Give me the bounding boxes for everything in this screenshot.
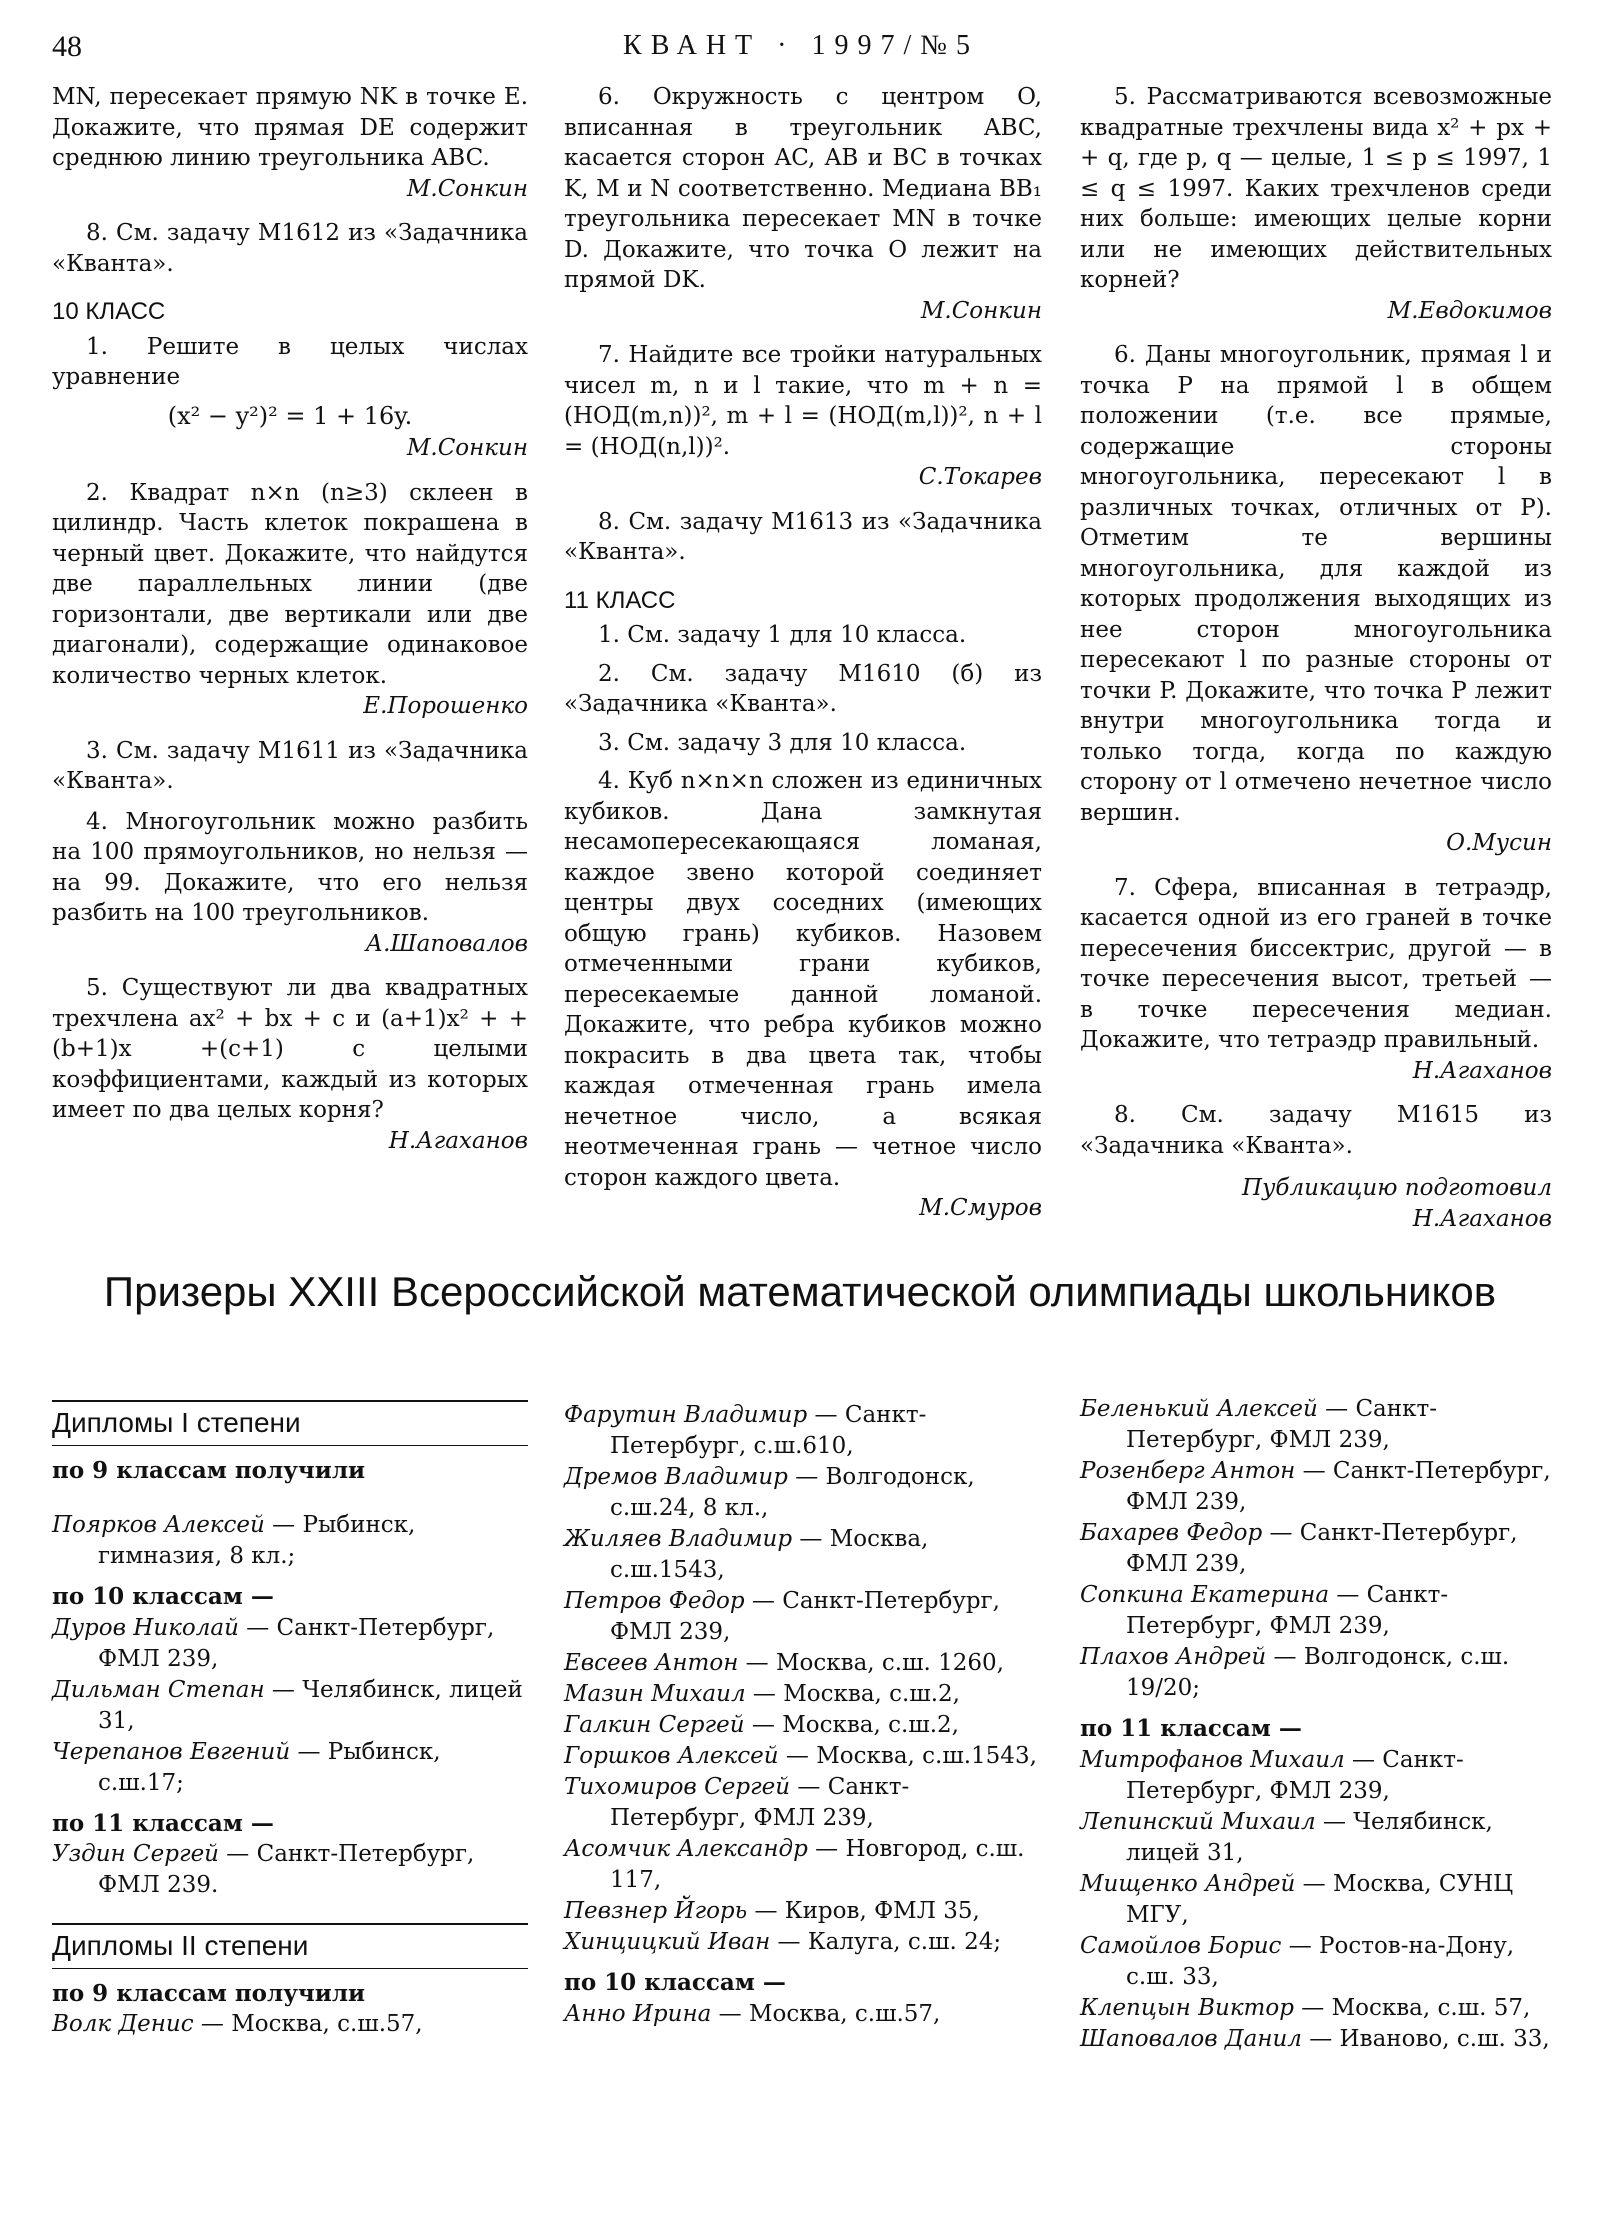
winner-name: Петров Федор bbox=[564, 1588, 745, 1614]
winner-name: Беленький Алексей bbox=[1080, 1396, 1318, 1422]
problem-text: 3. См. задачу М1611 из «Задачника «Кванта». bbox=[52, 737, 528, 794]
winner-entry bbox=[564, 1896, 1042, 1927]
winners-column-2 bbox=[564, 1400, 1042, 2030]
winner-location: — Москва, с.ш.2, bbox=[745, 1681, 960, 1707]
winner-entry bbox=[1080, 1807, 1552, 1869]
winner-location: — Санкт-Петербург, ФМЛ 239, bbox=[1126, 1582, 1449, 1639]
winner-entry bbox=[564, 1679, 1042, 1710]
problem-author: М.Евдокимов bbox=[1387, 297, 1552, 324]
problem-author: М.Сонкин bbox=[406, 175, 528, 202]
winner-name: Фарутин Владимир bbox=[564, 1402, 808, 1428]
page-header bbox=[52, 30, 1550, 70]
winner-name: Шаповалов Данил bbox=[1080, 2025, 1302, 2052]
problem-text: MN, пересекает прямую NK в точке E. Докажите, что прямая DE содержит среднюю линию треугольника ABC. bbox=[52, 84, 528, 171]
problem-text: 6. Окружность с центром O, вписанная в треугольник ABC, касается сторон AC, AB и BC в точках K, M и N соответственно. Медиана BB₁ треугольника пересекает MN в точке D. Докажите, что точка O лежит на прямой DK. bbox=[564, 84, 1042, 293]
problem-text: 4. Куб n×n×n сложен из единичных кубиков. Дана замкнутая несамопересекающаяся ломаная, каждое звено которой соединяет центры двух соседних (имеющих общую грань) кубиков. Назовем отмеченными грани кубиков, пересекаемые данной ломаной. Докажите, что ребра кубиков можно покрасить в два цвета так, чтобы каждая отмеченная грань имела нечетное число, а всякая неотмеченная грань — четное число сторон каждого цвета. bbox=[564, 768, 1042, 1191]
winners-column-3 bbox=[1080, 1394, 1552, 2055]
winner-location: — Волгодонск, с.ш.24, 8 кл., bbox=[610, 1464, 975, 1521]
group-heading: по 9 классам получили bbox=[52, 1456, 366, 1484]
problem-text: 3. См. задачу 3 для 10 класса. bbox=[598, 729, 967, 756]
winner-location: — Москва, с.ш. 1260, bbox=[738, 1650, 1004, 1676]
winner-entry bbox=[1080, 1993, 1552, 2024]
winner-name: Мищенко Андрей bbox=[1080, 1870, 1296, 1897]
problem-author: Н.Агаханов bbox=[1412, 1057, 1552, 1084]
winner-entry: Поярков Алексей — Рыбинск, гимназия, 8 кл.; bbox=[52, 1512, 416, 1569]
group-heading: по 11 классам — bbox=[52, 1809, 274, 1837]
credit-name: Н.Агаханов bbox=[1412, 1205, 1552, 1232]
winner-location: — Москва, с.ш.1543, bbox=[778, 1743, 1037, 1769]
winner-location: — Иваново, с.ш. 33, bbox=[1301, 2025, 1550, 2052]
problem-text: 4. Многоугольник можно разбить на 100 прямоугольников, но нельзя — на 99. Докажите, что его нельзя разбить на 100 треугольников. bbox=[52, 808, 528, 926]
winner-entry bbox=[1080, 1394, 1552, 1456]
problems-column-2 bbox=[564, 82, 1042, 1238]
winner-name: Галкин Сергей bbox=[564, 1712, 745, 1738]
winner-entry: Волк Денис — Москва, с.ш.57, bbox=[52, 2011, 423, 2037]
winner-name: Тихомиров Сергей bbox=[564, 1774, 791, 1800]
winner-entry bbox=[564, 1772, 1042, 1834]
winner-list bbox=[1080, 1394, 1552, 1704]
winner-location: — Ростов-на-Дону, с.ш. 33, bbox=[1126, 1932, 1515, 1990]
winner-entry bbox=[564, 1400, 1042, 1462]
winner-name: Митрофанов Михаил bbox=[1080, 1746, 1345, 1773]
winner-location: — Санкт-Петербург, ФМЛ 239, bbox=[1126, 1520, 1518, 1577]
winner-location: — Санкт-Петербург, ФМЛ 239, bbox=[610, 1774, 910, 1831]
diploma-heading: Дипломы II степени bbox=[52, 1931, 528, 1969]
winner-list bbox=[1080, 1745, 1552, 2055]
winner-location: — Москва, с.ш.1543, bbox=[610, 1526, 929, 1583]
credit-line: Публикацию подготовил bbox=[1242, 1175, 1552, 1201]
journal-title: КВАНТ · 1997/№5 bbox=[623, 30, 979, 61]
problem-author: Е.Порошенко bbox=[363, 693, 528, 719]
divider bbox=[52, 1400, 528, 1402]
problem-author: М.Сонкин bbox=[406, 435, 528, 461]
winner-location: — Калуга, с.ш. 24; bbox=[770, 1929, 1002, 1955]
winner-entry bbox=[1080, 1518, 1552, 1580]
problem-author: С.Токарев bbox=[918, 464, 1042, 490]
winner-entry bbox=[564, 1462, 1042, 1524]
problem-author: О.Мусин bbox=[1446, 830, 1552, 856]
winner-name: Розенберг Антон bbox=[1080, 1458, 1296, 1484]
winner-location: — Санкт-Петербург, ФМЛ 239, bbox=[1126, 1746, 1464, 1804]
winner-entry bbox=[1080, 1745, 1552, 1807]
winners-column-1 bbox=[52, 1400, 528, 2040]
winner-entry bbox=[1080, 2024, 1552, 2055]
winner-location: — Москва, с.ш.2, bbox=[744, 1712, 959, 1738]
winner-location: — Санкт-Петербург, ФМЛ 239, bbox=[610, 1588, 1000, 1645]
divider bbox=[52, 1923, 528, 1925]
winner-entry: Дильман Степан — Челябинск, лицей 31, bbox=[52, 1676, 523, 1734]
winner-entry bbox=[564, 1710, 1042, 1741]
diploma-heading: Дипломы I степени bbox=[52, 1408, 528, 1446]
winner-name: Лепинский Михаил bbox=[1080, 1808, 1316, 1835]
problem-text: 2. Квадрат n×n (n≥3) склеен в цилиндр. Часть клеток покрашена в черный цвет. Докажите, что найдутся две параллельных линии (две горизонтали, две вертикали или две диагонали), содержащие одинаковое количество черных клеток. bbox=[52, 479, 528, 689]
winner-entry bbox=[1080, 1642, 1552, 1704]
winner-name: Жиляев Владимир bbox=[564, 1526, 793, 1552]
problem-author: М.Смуров bbox=[919, 1195, 1042, 1221]
winner-name: Клепцын Виктор bbox=[1080, 1994, 1294, 2021]
winner-location: — Новгород, с.ш. 117, bbox=[610, 1836, 1025, 1893]
winner-name: Плахов Андрей bbox=[1080, 1644, 1267, 1670]
section-heading: 11 КЛАСС bbox=[564, 586, 676, 614]
prize-winners-title: Призеры XXIII Всероссийской математической олимпиады школьников bbox=[103, 1268, 1497, 1315]
group-heading: по 10 классам — bbox=[52, 1583, 274, 1610]
problem-text: 8. См. задачу М1615 из «Задачника «Кванта». bbox=[1080, 1102, 1552, 1159]
winner-name: Дремов Владимир bbox=[564, 1464, 788, 1490]
problem-author: М.Сонкин bbox=[920, 297, 1042, 324]
problem-text: 5. Рассматриваются всевозможные квадратные трехчлены вида x² + px + + q, где p, q — целые, 1 ≤ p ≤ 1997, 1 ≤ q ≤ 1997. Каких трехчленов среди них больше: имеющих целые корни или не имеющих действительных корней? bbox=[1080, 84, 1552, 293]
winner-name: Горшков Алексей bbox=[564, 1743, 779, 1769]
winner-entry: Уздин Сергей — Санкт-Петербург, ФМЛ 239. bbox=[52, 1841, 475, 1898]
problem-text: 2. См. задачу М1610 (б) из «Задачника «Кванта». bbox=[564, 660, 1042, 717]
winner-name: Бахарев Федор bbox=[1080, 1520, 1263, 1546]
problem-text: 8. См. задачу М1613 из «Задачника «Кванта». bbox=[564, 508, 1042, 565]
winner-entry bbox=[564, 1524, 1042, 1586]
winner-name: Асомчик Александр bbox=[564, 1836, 808, 1862]
winner-location: — Санкт-Петербург, ФМЛ 239, bbox=[1126, 1396, 1437, 1453]
winner-name: Певзнер Йгорь bbox=[564, 1898, 748, 1924]
winner-entry bbox=[564, 1927, 1042, 1958]
winner-entry bbox=[564, 1834, 1042, 1896]
problem-text: 6. Даны многоугольник, прямая l и точка P на прямой l в общем положении (т.е. все прямые, содержащие стороны многоугольника, пересекают l в различных точках, отличных от P). Отметим те вершины многоугольника, для каждой из которых продолжения выходящих из нее сторон многоугольника пересекают l по разные стороны от точки P. Докажите, что точка P лежит внутри многоугольника тогда и только тогда, когда по каждую сторону от l отмечено нечетное число вершин. bbox=[1080, 342, 1552, 826]
winner-location: — Челябинск, лицей 31, bbox=[1126, 1808, 1493, 1866]
problem-author: А.Шаповалов bbox=[365, 930, 528, 957]
winner-location: — Волгодонск, с.ш. 19/20; bbox=[1126, 1644, 1510, 1701]
group-heading: по 9 классам получили bbox=[52, 1979, 366, 2007]
problem-text: 7. Сфера, вписанная в тетраэдр, касается одной из его граней в точке пересечения биссектрис, другой — в точке пересечения высот, третьей — в точке пересечения медиан. Докажите, что тетраэдр правильный. bbox=[1080, 874, 1552, 1053]
winner-location: — Санкт-Петербург, ФМЛ 239, bbox=[1126, 1458, 1551, 1515]
problem-text: 7. Найдите все тройки натуральных чисел m, n и l такие, что m + n = (НОД(m,n))², m + l = (НОД(m,l))², n + l = (НОД(n,l))². bbox=[564, 342, 1042, 460]
problems-column-3 bbox=[1080, 82, 1552, 1248]
page-number: 48 bbox=[52, 30, 82, 63]
winner-location: — Киров, ФМЛ 35, bbox=[747, 1898, 980, 1924]
problem-text: 1. См. задачу 1 для 10 класса. bbox=[598, 622, 967, 648]
group-heading: по 11 классам — bbox=[1080, 1715, 1302, 1742]
winner-name: Евсеев Антон bbox=[564, 1650, 739, 1676]
winner-name: Сопкина Екатерина bbox=[1080, 1582, 1330, 1608]
equation: (x² − y²)² = 1 + 16y. bbox=[167, 401, 413, 430]
winner-entry bbox=[564, 1586, 1042, 1648]
winner-name: Самойлов Борис bbox=[1080, 1932, 1282, 1959]
winner-entry bbox=[1080, 1931, 1552, 1993]
problem-author: Н.Агаханов bbox=[388, 1127, 528, 1154]
winner-location: — Москва, с.ш. 57, bbox=[1293, 1994, 1531, 2021]
winner-entry bbox=[1080, 1456, 1552, 1518]
winner-entry bbox=[564, 1741, 1042, 1772]
section-heading: 10 КЛАСС bbox=[52, 298, 166, 325]
winner-entry: Черепанов Евгений — Рыбинск, с.ш.17; bbox=[52, 1738, 441, 1796]
problems-column-1 bbox=[52, 82, 528, 1170]
winner-location: — Санкт-Петербург, с.ш.610, bbox=[610, 1402, 927, 1459]
winner-name: Хинцицкий Иван bbox=[564, 1929, 771, 1955]
problem-text: 1. Решите в целых числах уравнение bbox=[52, 333, 528, 390]
problem-text: 8. См. задачу М1612 из «Задачника «Кванта». bbox=[52, 220, 528, 277]
winner-name: Мазин Михаил bbox=[564, 1681, 746, 1707]
group-heading: по 10 классам — bbox=[564, 1969, 786, 1996]
winner-entry: Дуров Николай — Санкт-Петербург, ФМЛ 239, bbox=[52, 1614, 495, 1672]
problem-text: 5. Существуют ли два квадратных трехчлена ax² + bx + c и (a+1)x² + + (b+1)x +(c+1) с целыми коэффициентами, каждый из которых имеет по два целых корня? bbox=[52, 975, 528, 1123]
winner-entry bbox=[564, 1648, 1042, 1679]
winner-entry bbox=[1080, 1580, 1552, 1642]
winner-entry bbox=[1080, 1869, 1552, 1931]
winner-list bbox=[564, 1400, 1042, 1958]
winner-location: — Москва, СУНЦ МГУ, bbox=[1126, 1870, 1514, 1928]
winner-entry: Анно Ирина — Москва, с.ш.57, bbox=[564, 2000, 941, 2027]
